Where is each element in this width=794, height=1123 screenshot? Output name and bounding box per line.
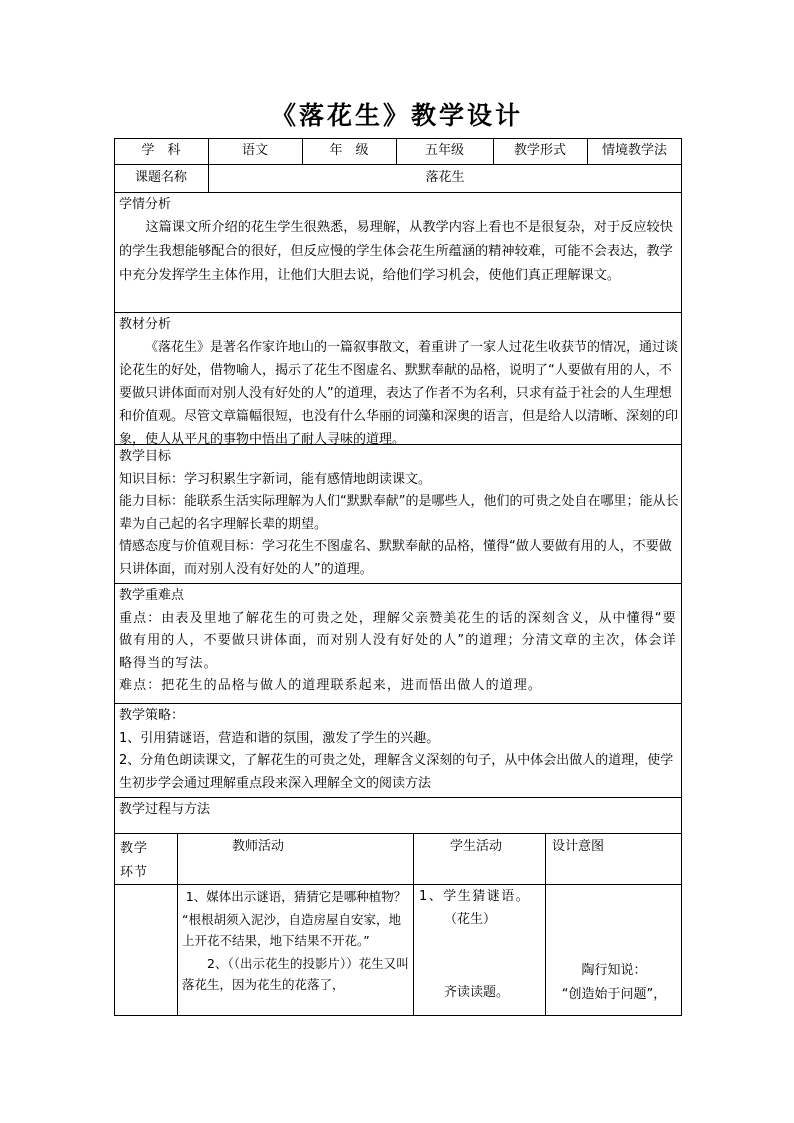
ability-objective: 能力目标：能联系生活实际理解为人们“默默奉献”的是哪些人，他们的可贵之处自在哪里；能从长辈为自己起的名字理解长辈的期望。 bbox=[119, 494, 679, 532]
col-divider bbox=[413, 833, 414, 1016]
student-activity-1: 1、学生猜谜语。 bbox=[419, 889, 531, 904]
key-point-focus: 重点：由表及里地了解花生的可贵之处，理解父亲赞美花生的话的深刻含义，从中懂得“要做有用的人，不要做只讲体面，而对别人没有好处的人”的道理；分清文章的主次，体会详略得当的写法。 bbox=[119, 610, 677, 671]
section-heading: 教学重难点 bbox=[119, 588, 185, 603]
material-analysis-section bbox=[119, 314, 679, 451]
section-heading: 教材分析 bbox=[119, 317, 172, 332]
student-activity-2: （花生） bbox=[444, 912, 497, 927]
topic-label: 课题名称 bbox=[134, 170, 187, 185]
row-divider bbox=[114, 164, 682, 165]
student-activity-3: 齐读读题。 bbox=[444, 985, 510, 1000]
row-divider bbox=[114, 797, 682, 798]
teacher-activity-3: 2、（（出示花生的投影片））花生又叫落花生，因为花生的花落了， bbox=[182, 956, 409, 992]
section-heading: 教学策略： bbox=[119, 708, 185, 723]
row-divider bbox=[114, 833, 682, 834]
section-heading: 教学目标 bbox=[119, 449, 172, 464]
key-point-difficulty: 难点：把花生的品格与做人的道理联系起来，进而悟出做人的道理。 bbox=[119, 678, 543, 693]
teacher-activity-2: “根根胡须入泥沙，自造房屋自安家，地上开花不结果，地下结果不开花。” bbox=[182, 912, 401, 948]
strategy-section bbox=[119, 705, 679, 795]
intent-1: 陶行知说： bbox=[581, 963, 647, 978]
teacher-activity bbox=[182, 886, 410, 995]
process-heading: 教学过程与方法 bbox=[119, 802, 211, 817]
col-header-stage: 教学环节 bbox=[120, 841, 149, 880]
row-divider bbox=[114, 312, 682, 313]
objectives-section bbox=[119, 446, 679, 581]
page-title: 《落花生》教学设计 bbox=[270, 101, 523, 130]
subject-label: 学 科 bbox=[141, 143, 181, 158]
section-heading: 学情分析 bbox=[119, 197, 172, 212]
grade-label: 年 级 bbox=[329, 143, 369, 158]
topic-value: 落花生 bbox=[425, 170, 465, 185]
material-analysis-text: 《落花生》是著名作家许地山的一篇叙事散文，着重讲了一家人过花生收获节的情况，通过谈论花生的好处，借物喻人，揭示了花生不图虚名、默默奉献的品格，说明了“人要做有用的人，不要做只讲体面而对别人没有好处的人”的道理，表达了作者不为名利，只求有益于社会的人生理想和价值观。尽管文章篇幅很短，也没有什么华丽的词藻和深奥的语言，但是给人以清晰、深刻的印象，使人从平凡的事物中悟出了耐人寻味的道理。 bbox=[119, 339, 679, 447]
teacher-activity-1: 1、媒体出示谜语，猜猜它是哪种植物？ bbox=[185, 889, 407, 904]
row-divider bbox=[114, 884, 682, 885]
col-header-student: 学生活动 bbox=[450, 839, 503, 854]
row-divider bbox=[114, 703, 682, 704]
teaching-form-value: 情境教学法 bbox=[601, 143, 667, 158]
col-divider bbox=[177, 833, 178, 1016]
grade-value: 五年级 bbox=[424, 143, 464, 158]
student-analysis-text: 这篇课文所介绍的花生学生很熟悉，易理解，从教学内容上看也不是很复杂，对于反应较快的学生我想能够配合的很好，但反应慢的学生体会花生所蕴涵的精神较难，可能不会表达，教学中充分发挥学生主体作用，让他们大胆去说，给他们学习机会，使他们真正理解课文。 bbox=[119, 219, 673, 283]
col-header-teacher: 教师活动 bbox=[232, 839, 285, 854]
knowledge-objective: 知识目标：学习积累生字新词，能有感情地朗读课文。 bbox=[119, 471, 432, 487]
emotion-objective: 情感态度与价值观目标：学习花生不图虚名、默默奉献的品格，懂得“做人要做有用的人，不要做只讲体面，而对别人没有好处的人”的道理。 bbox=[119, 539, 672, 577]
key-points-section bbox=[119, 585, 679, 698]
student-analysis-section bbox=[119, 194, 679, 288]
strategy-item-1: 1、引用猜谜语，营造和谐的氛围，激发了学生的兴趣。 bbox=[119, 730, 440, 746]
subject-value: 语文 bbox=[241, 143, 268, 158]
col-header-intent: 设计意图 bbox=[552, 839, 605, 854]
teaching-form-label: 教学形式 bbox=[513, 143, 566, 158]
strategy-item-2: 2、分角色朗读课文，了解花生的可贵之处，理解含义深刻的句子，从中体会出做人的道理，使学生初步学会通过理解重点段来深入理解全文的阅读方法 bbox=[119, 753, 674, 791]
intent-2: “创造始于问题”， bbox=[561, 987, 667, 1002]
row-divider bbox=[114, 583, 682, 584]
row-divider bbox=[114, 192, 682, 193]
